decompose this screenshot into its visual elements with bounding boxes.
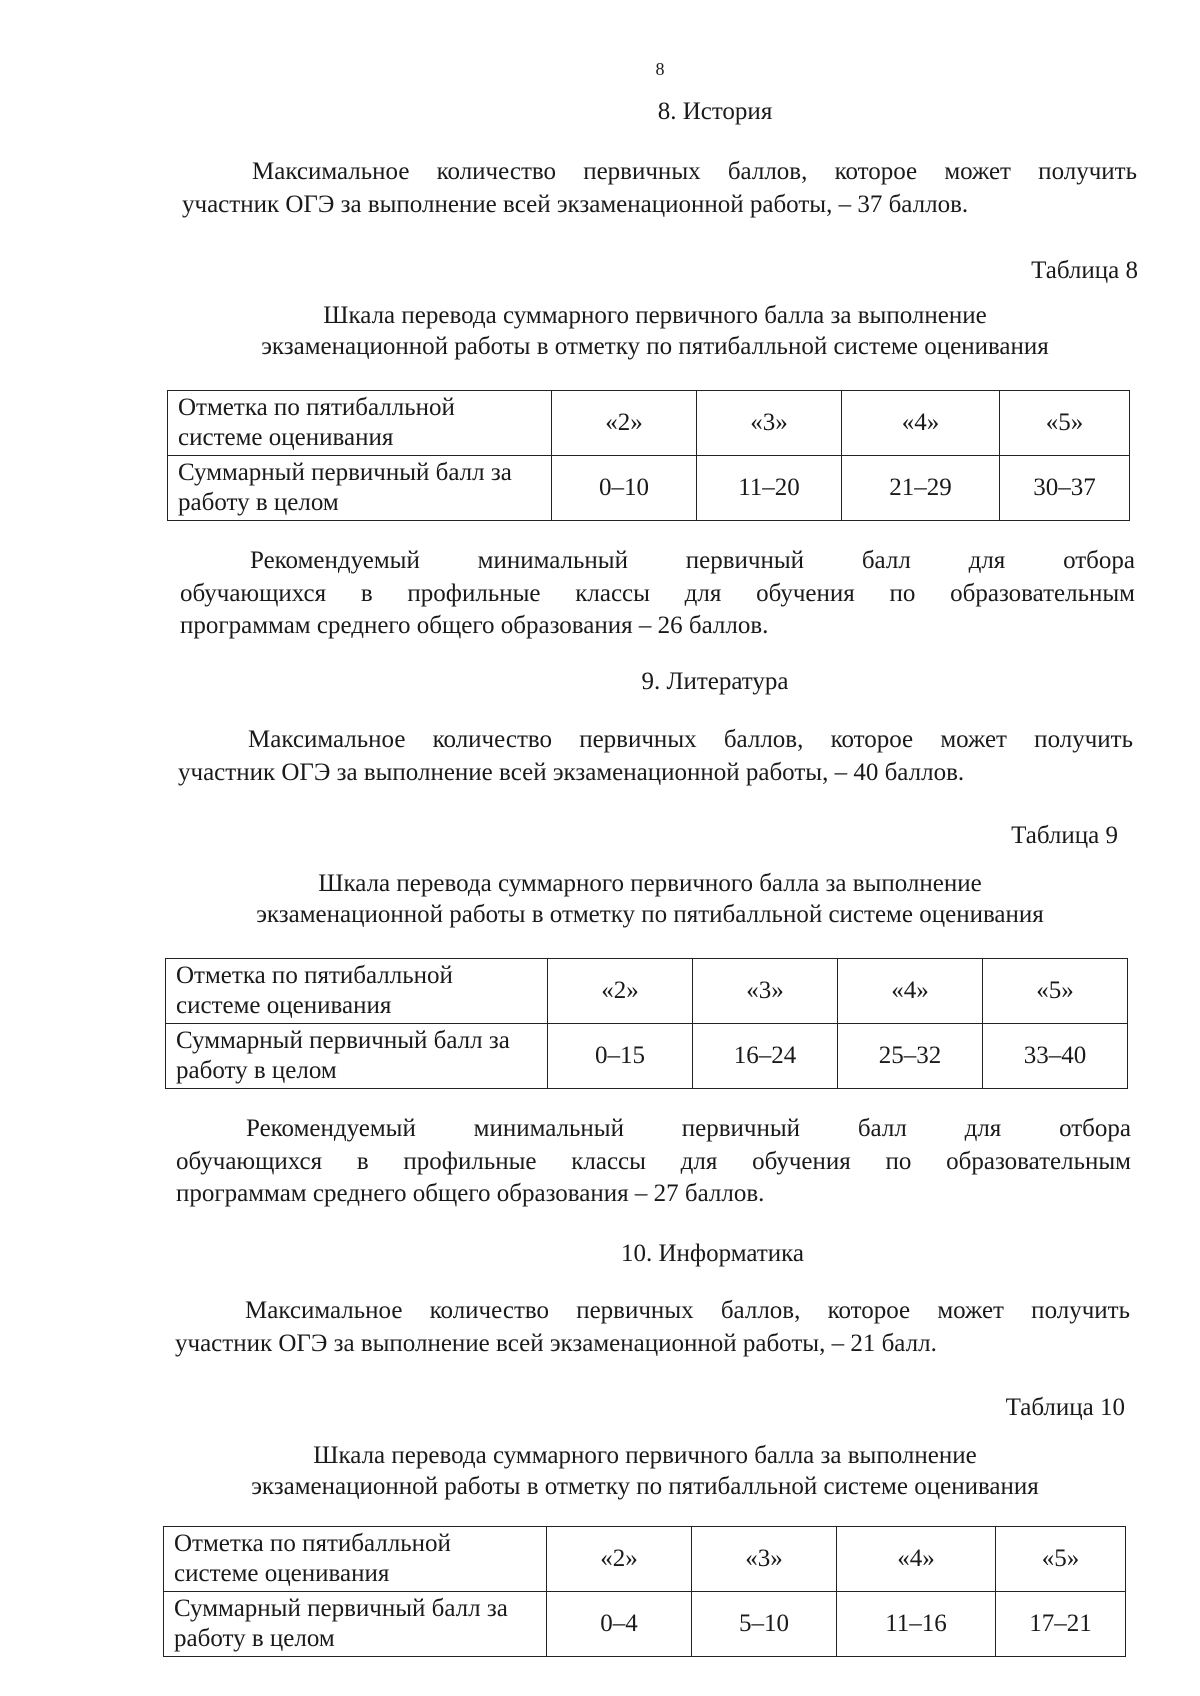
paragraph-line: обучающихся в профильные классы для обучения по образовательным (180, 579, 1135, 607)
table-cell: «4» (842, 391, 1000, 456)
paragraph-line: обучающихся в профильные классы для обучения по образовательным (176, 1147, 1131, 1175)
grade-table (167, 390, 1130, 521)
table-cell: 21–29 (842, 456, 1000, 521)
table-cell: 16–24 (693, 1024, 838, 1089)
caption-line: Шкала перевода суммарного первичного балла за выполнение (313, 1442, 977, 1469)
table-cell: «3» (692, 1527, 837, 1592)
paragraph-line: Максимальное количество первичных баллов, которое может получить (245, 1297, 1130, 1324)
table-cell: «3» (693, 959, 838, 1024)
table-cell: 5–10 (692, 1592, 837, 1657)
paragraph-line: участник ОГЭ за выполнение всей экзаменационной работы, – 37 баллов. (182, 190, 969, 218)
paragraph-line: участник ОГЭ за выполнение всей экзаменационной работы, – 40 баллов. (178, 758, 965, 786)
table-row (164, 1527, 1126, 1592)
grade-table (165, 958, 1128, 1089)
paragraph-line: программам среднего общего образования – 26 баллов. (180, 612, 769, 639)
page-number: 8 (655, 59, 665, 79)
heading-informatics: 10. Информатика (620, 1240, 805, 1267)
table-cell: 11–16 (837, 1592, 996, 1657)
table-row (168, 456, 1130, 521)
table-cell: «3» (697, 391, 842, 456)
table-cell: «2» (547, 1527, 692, 1592)
table-cell: «2» (552, 391, 697, 456)
table-cell: 0–10 (552, 456, 697, 521)
table-row (166, 959, 1128, 1024)
table-cell: 0–15 (548, 1024, 693, 1089)
recommended-paragraph (180, 545, 1135, 643)
table-cell: «2» (548, 959, 693, 1024)
table-cell: «5» (983, 959, 1128, 1024)
row-header: Отметка по пятибалльной системе оценивания (166, 959, 548, 1024)
paragraph-line: Максимальное количество первичных баллов, которое может получить (252, 158, 1137, 185)
table-row (166, 1024, 1128, 1089)
table-cell: 30–37 (1000, 456, 1130, 521)
table-caption (200, 868, 1100, 931)
table-cell: «5» (1000, 391, 1130, 456)
table-caption (195, 1440, 1095, 1503)
row-header: Суммарный первичный балл за работу в целом (168, 456, 552, 521)
table-cell: 11–20 (697, 456, 842, 521)
row-header: Суммарный первичный балл за работу в целом (166, 1024, 548, 1089)
table-cell: «5» (996, 1527, 1126, 1592)
caption-line: Шкала перевода суммарного первичного балла за выполнение (318, 870, 982, 897)
caption-line: Шкала перевода суммарного первичного балла за выполнение (323, 302, 987, 329)
table-cell: «4» (838, 959, 983, 1024)
table-row (168, 391, 1130, 456)
table-label: Таблица 10 (1005, 1394, 1125, 1421)
row-header: Отметка по пятибалльной системе оценивания (168, 391, 552, 456)
paragraph-line: участник ОГЭ за выполнение всей экзаменационной работы, – 21 балл. (175, 1329, 937, 1357)
table-cell: 0–4 (547, 1592, 692, 1657)
table-cell: «4» (837, 1527, 996, 1592)
table-label: Таблица 8 (1031, 257, 1138, 284)
table-cell: 17–21 (996, 1592, 1126, 1657)
table-cell: 25–32 (838, 1024, 983, 1089)
heading-history: 8. История (657, 98, 773, 125)
table-cell: 33–40 (983, 1024, 1128, 1089)
recommended-paragraph (176, 1113, 1131, 1211)
paragraph-line: Максимальное количество первичных баллов, которое может получить (248, 726, 1133, 753)
caption-line: экзаменационной работы в отметку по пятибалльной системе оценивания (256, 901, 1044, 929)
grade-table (163, 1526, 1126, 1657)
table-row (164, 1592, 1126, 1657)
heading-literature: 9. Литература (641, 668, 789, 695)
caption-line: экзаменационной работы в отметку по пятибалльной системе оценивания (261, 333, 1049, 361)
table-label: Таблица 9 (1011, 822, 1118, 849)
caption-line: экзаменационной работы в отметку по пятибалльной системе оценивания (251, 1473, 1039, 1501)
max-score-paragraph (178, 724, 1133, 789)
paragraph-line: Рекомендуемый минимальный первичный балл для отбора (246, 1115, 1131, 1142)
max-score-paragraph (182, 156, 1137, 221)
table-caption (205, 300, 1105, 363)
row-header: Отметка по пятибалльной системе оценивания (164, 1527, 547, 1592)
paragraph-line: Рекомендуемый минимальный первичный балл для отбора (250, 547, 1135, 574)
row-header: Суммарный первичный балл за работу в целом (164, 1592, 547, 1657)
max-score-paragraph (175, 1295, 1130, 1360)
paragraph-line: программам среднего общего образования – 27 баллов. (176, 1180, 765, 1207)
